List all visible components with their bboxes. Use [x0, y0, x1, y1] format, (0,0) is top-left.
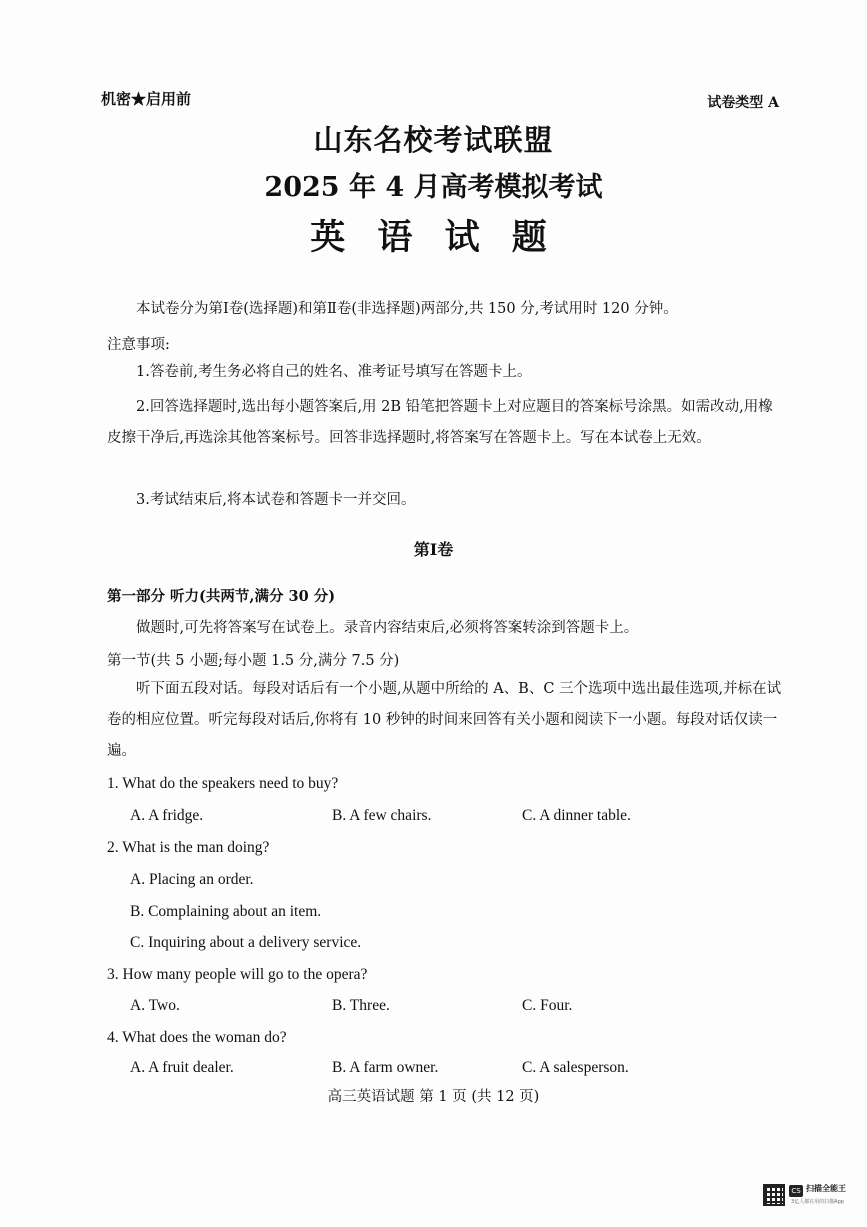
section-title: 第Ⅰ卷 — [413, 540, 454, 559]
paper-type-label: 试卷类型 A — [707, 95, 779, 111]
option-c: C. A dinner table. — [522, 807, 631, 824]
intro-paragraph: 本试卷分为第Ⅰ卷(选择题)和第Ⅱ卷(非选择题)两部分,共 150 分,考试用时 120 分钟。 — [136, 301, 678, 317]
option-a: A. Two. — [130, 997, 180, 1014]
option-c: C. Inquiring about a delivery service. — [130, 934, 362, 951]
part1-instruction: 做题时,可先将答案写在试卷上。录音内容结束后,必须将答案转涂到答题卡上。 — [136, 620, 639, 636]
option-b: B. Three. — [332, 997, 390, 1014]
scanner-watermark: 扫描全能王 — [806, 1184, 846, 1193]
note-item: 3.考试结束后,将本试卷和答题卡一并交回。 — [136, 492, 416, 508]
exam-date-title: 2025 年 4 月高考模拟考试 — [264, 172, 603, 203]
question-stem: 2. What is the man doing? — [107, 839, 270, 856]
option-a: A. Placing an order. — [130, 871, 254, 888]
option-a: A. A fridge. — [130, 807, 204, 824]
option-b: B. A farm owner. — [332, 1059, 439, 1076]
note-item: 1.答卷前,考生务必将自己的姓名、准考证号填写在答题卡上。 — [136, 364, 532, 380]
option-c: C. A salesperson. — [522, 1059, 629, 1076]
question-stem: 4. What does the woman do? — [107, 1029, 287, 1046]
part1-title: 第一部分 听力(共两节,满分 30 分) — [107, 588, 336, 605]
section1-title: 第一节(共 5 小题;每小题 1.5 分,满分 7.5 分) — [107, 653, 400, 669]
option-b: B. Complaining about an item. — [130, 903, 322, 920]
note-item: 2.回答选择题时,选出每小题答案后,用 2B 铅笔把答题卡上对应题目的答案标号涂黑。如需改动,用橡皮擦干净后,再选涂其他答案标号。回答非选择题时,将答案写在答题卡上。写在本试卷上无效。 — [107, 399, 773, 446]
section1-instruction: 听下面五段对话。每段对话后有一个小题,从题中所给的 A、B、C 三个选项中选出最佳选项,并标在试卷的相应位置。听完每段对话后,你将有 10 秒钟的时间来回答有关小题和阅读下一小题。每段对话仅读一遍。 — [107, 681, 782, 759]
question-stem: 1. What do the speakers need to buy? — [107, 775, 339, 792]
option-a: A. A fruit dealer. — [130, 1059, 234, 1076]
option-c: C. Four. — [522, 997, 573, 1014]
notes-heading: 注意事项: — [107, 337, 170, 353]
question-stem: 3. How many people will go to the opera? — [107, 966, 368, 983]
scanner-logo-icon: CS — [789, 1185, 803, 1197]
qr-code-icon — [763, 1184, 785, 1206]
exam-union-title: 山东名校考试联盟 — [313, 123, 554, 157]
scanner-watermark-sub: 3亿人都在用的扫描App — [791, 1199, 844, 1205]
option-b: B. A few chairs. — [332, 807, 432, 824]
subject-title: 英 语 试 题 — [310, 217, 557, 258]
confidential-label: 机密★启用前 — [101, 90, 192, 108]
page-footer: 高三英语试题 第 1 页 (共 12 页) — [327, 1089, 540, 1105]
